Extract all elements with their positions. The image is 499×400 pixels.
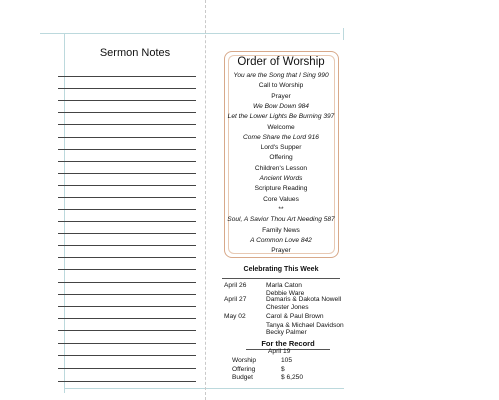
note-line xyxy=(58,173,196,174)
worship-item: Core Values xyxy=(263,195,299,203)
top-margin-guide xyxy=(40,33,340,34)
record-value: $ 6,250 xyxy=(281,374,303,381)
note-line xyxy=(58,76,196,77)
celebrating-name: Damaris & Dakota Nowell xyxy=(266,296,342,303)
note-line xyxy=(58,245,196,246)
note-line xyxy=(58,330,196,331)
worship-item: ** xyxy=(278,205,284,213)
worship-item: Call to Worship xyxy=(258,82,304,90)
note-line xyxy=(58,306,196,307)
record-value: 105 xyxy=(281,357,293,364)
celebrating-name: Chester Jones xyxy=(266,304,309,311)
record-value: $ xyxy=(281,366,285,373)
for-the-record-title: For the Record xyxy=(261,339,315,348)
note-line xyxy=(58,209,196,210)
note-line xyxy=(58,88,196,89)
celebrating-date: April 26 xyxy=(224,282,247,289)
sermon-notes-title: Sermon Notes xyxy=(99,47,171,59)
celebrating-date: April 27 xyxy=(224,296,247,303)
worship-item: Lord's Supper xyxy=(260,144,302,152)
record-label: Worship xyxy=(232,357,257,364)
record-label: Budget xyxy=(232,374,253,381)
note-line xyxy=(58,149,196,150)
celebrating-name: Becky Palmer xyxy=(266,329,307,336)
order-of-worship-title: Order of Worship xyxy=(237,56,325,68)
worship-item: We Bow Down 984 xyxy=(253,102,309,110)
worship-item: Prayer xyxy=(271,92,291,100)
note-line xyxy=(58,257,196,258)
celebrating-date: May 02 xyxy=(224,313,246,320)
bottom-margin-guide xyxy=(64,388,344,389)
worship-item: Soul, A Savior Thou Art Needing 587 xyxy=(227,216,335,224)
record-label: Offering xyxy=(232,366,256,373)
celebrating-divider xyxy=(222,278,340,279)
note-line xyxy=(58,368,196,369)
celebrating-title: Celebrating This Week xyxy=(243,266,319,273)
note-line xyxy=(58,343,196,344)
note-line xyxy=(58,381,196,382)
note-line xyxy=(58,112,196,113)
note-line xyxy=(58,197,196,198)
celebrating-name: Debbie Ware xyxy=(266,290,305,297)
record-date: April 19 xyxy=(268,348,291,355)
worship-item: Welcome xyxy=(267,123,295,131)
right-margin-guide xyxy=(343,28,344,40)
worship-item: Ancient Words xyxy=(259,175,303,182)
celebrating-name: Carol & Paul Brown xyxy=(266,313,324,320)
note-line xyxy=(58,185,196,186)
celebrating-name: Tanya & Michael Davidson xyxy=(266,322,344,329)
note-line xyxy=(58,233,196,234)
worship-item: Children's Lesson xyxy=(254,164,308,172)
worship-item: Prayer xyxy=(271,247,291,255)
note-line xyxy=(58,294,196,295)
note-line xyxy=(58,269,196,270)
worship-item: A Common Love 842 xyxy=(250,236,312,244)
note-line xyxy=(58,221,196,222)
worship-item: Offering xyxy=(269,154,293,162)
note-line xyxy=(58,100,196,101)
note-line xyxy=(58,124,196,125)
worship-item: Come Share the Lord 916 xyxy=(243,133,319,141)
worship-item: Family News xyxy=(262,226,300,234)
note-line xyxy=(58,318,196,319)
worship-item: Let the Lower Lights Be Burning 397 xyxy=(227,113,335,121)
left-margin-guide xyxy=(64,33,65,393)
page-fold-line xyxy=(205,0,207,400)
note-line xyxy=(58,161,196,162)
note-line xyxy=(58,282,196,283)
worship-item: Scripture Reading xyxy=(254,185,308,193)
note-line xyxy=(58,355,196,356)
worship-item: You are the Song that I Sing 990 xyxy=(233,72,329,79)
celebrating-name: Marla Caton xyxy=(266,282,302,289)
note-line xyxy=(58,137,196,138)
